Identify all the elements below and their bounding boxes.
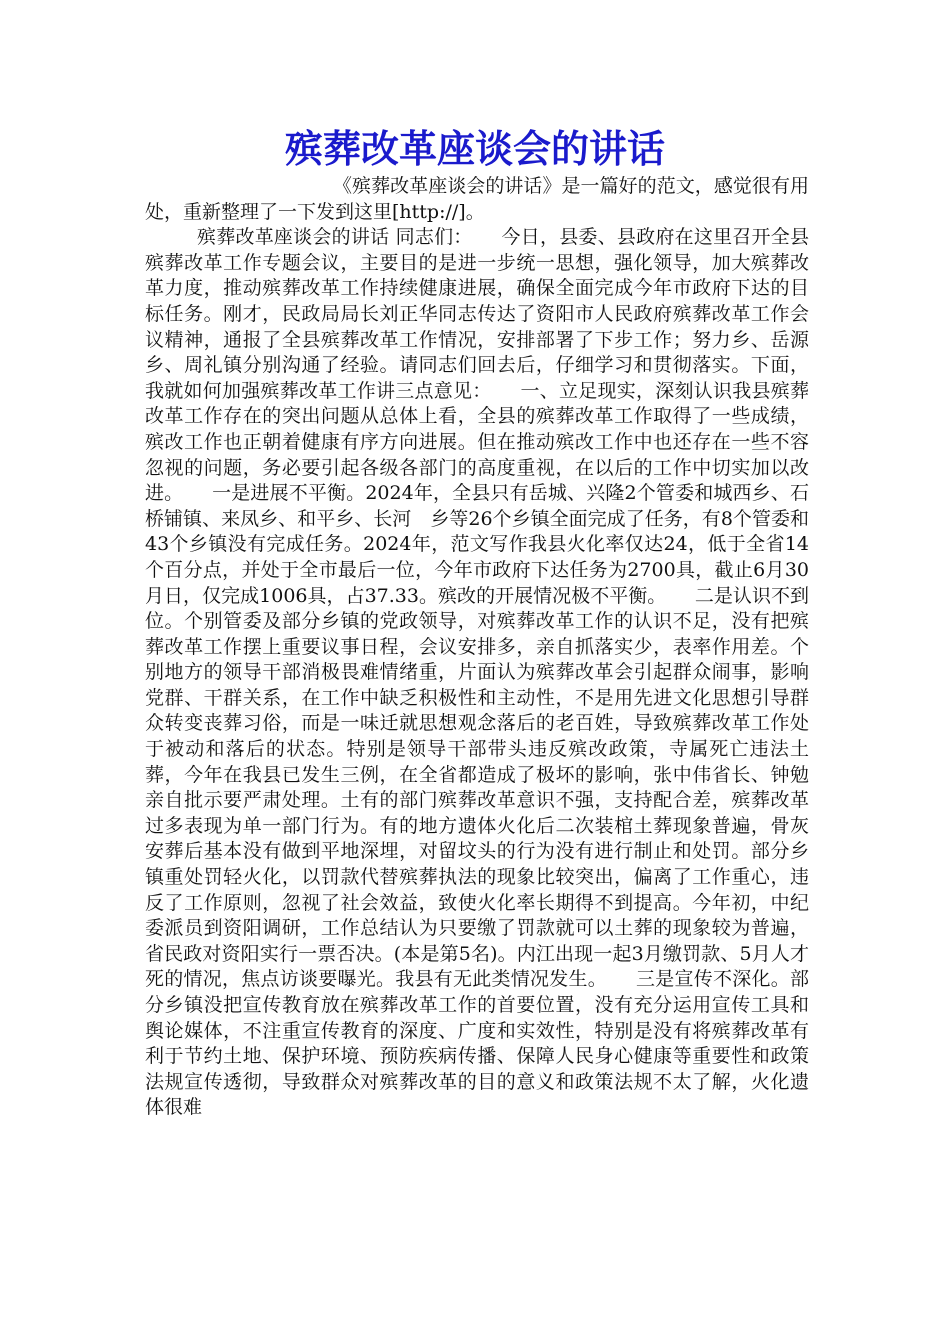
main-paragraph: 殡葬改革座谈会的讲话 同志们： 今日，县委、县政府在这里召开全县殡葬改革工作专题会议，主要目的是进一步统一思想，强化领导，加大殡葬改革力度，推动殡葬改革工作持续健康进展，确保全面完成今年市政府下达的目标任务。刚才，民政局局长刘正华同志传达了资阳市人民政府殡葬改革工作会议精神，通报了全县殡葬改革工作情况，安排部署了下步工作；努力乡、岳源乡、周礼镇分别沟通了经验。请同志们回去后，仔细学习和贯彻落实。下面，我就如何加强殡葬改革工作讲三点意见： 一、立足现实，深刻认识我县殡葬改革工作存在的突出问题从总体上看，全县的殡葬改革工作取得了一些成绩，殡改工作也正朝着健康有序方向进展。但在推动殡改工作中也还存在一些不容忽视的问题，务必要引起各级各部门的高度重视，在以后的工作中切实加以改进。 一是进展不平衡。2024年，全县只有岳城、兴隆2个管委和城西乡、石桥铺镇、来凤乡、和平乡、长河 乡等26个乡镇全面完成了任务，有8个管委和43个乡镇没有完成任务。2024年，范文写作我县火化率仅达24，低于全省14个百分点，并处于全市最后一位，今年市政府下达任务为2700具，截止6月30月日，仅完成1006具，占37.33。殡改的开展情况极不平衡。 二是认识不到位。个别管委及部分乡镇的党政领导，对殡葬改革工作的认识不足，没有把殡葬改革工作摆上重要议事日程，会议安排多，亲自抓落实少，表率作用差。个别地方的领导干部消极畏难情绪重，片面认为殡葬改革会引起群众闹事，影响党群、干群关系，在工作中缺乏积极性和主动性，不是用先进文化思想引导群众转变丧葬习俗，而是一味迁就思想观念落后的老百姓，导致殡葬改革工作处于被动和落后的状态。特别是领导干部带头违反殡改政策，寺属死亡违法土葬，今年在我县已发生三例，在全省都造成了极坏的影响，张中伟省长、钟勉亲自批示要严肃处理。土有的部门殡葬改革意识不强，支持配合差，殡葬改革过多表现为单一部门行为。有的地方遗体火化后二次装棺土葬现象普遍，骨灰安葬后基本没有做到平地深埋，对留坟头的行为没有进行制止和处罚。部分乡镇重处罚轻火化，以罚款代替殡葬执法的现象比较突出，偏离了工作重心，违反了工作原则，忽视了社会效益，致使火化率长期得不到提高。今年初，中纪委派员到资阳调研，工作总结认为只要缴了罚款就可以土葬的现象较为普遍，省民政对资阳实行一票否决。(本是第5名)。内江出现一起3月缴罚款、5月人才死的情况，焦点访谈要曝光。我县有无此类情况发生。 三是宣传不深化。部分乡镇没把宣传教育放在殡葬改革工作的首要位置，没有充分运用宣传工具和舆论媒体，不注重宣传教育的深度、广度和实效性，特别是没有将殡葬改革有利于节约土地、保护环境、预防疾病传播、保障人民身心健康等重要性和政策法规宣传透彻，导致群众对殡葬改革的目的意义和政策法规不太了解，火化遗体很难	[145, 226, 809, 1119]
document-body	[145, 174, 809, 1121]
page-title: 殡葬改革座谈会的讲话	[284, 126, 665, 171]
intro-paragraph: 《殡葬改革座谈会的讲话》是一篇好的范文，感觉很有用处，重新整理了一下发到这里[http://]。	[145, 175, 809, 223]
